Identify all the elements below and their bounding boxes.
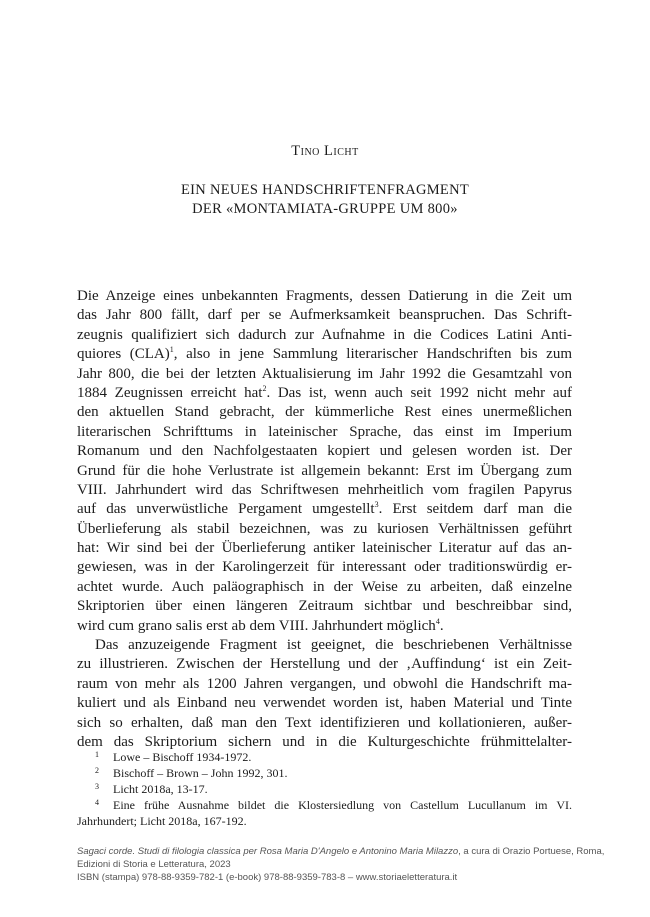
colophon — [77, 845, 605, 884]
body-line: zeugnis qualifiziert sich dadurch zur Aufnahme in die Codices Latini Anti- — [77, 326, 572, 343]
body-text — [77, 287, 572, 752]
body-line: gewiesen, was in der Karolingerzeit für interessant oder traditionswürdig er- — [77, 559, 572, 576]
body-line: VIII. Jahrhundert wird das Schriftwesen mehrheitlich vom fragilen Papyrus — [77, 481, 572, 498]
footnote-ref-2[interactable]: 2 — [262, 383, 267, 393]
colophon-line-2: Edizioni di Storia e Letteratura, 2023 — [77, 859, 231, 870]
body-line: literarischen Schrifttums in lateinischer Sprache, das einst im Imperium — [77, 423, 572, 440]
footnote-1: $^1$ Lowe – Bischoff 1934-1972. — [95, 750, 252, 764]
body-line: raum von mehr als 1200 Jahren vergangen, und obwohl die Handschrift ma- — [77, 675, 572, 692]
body-line: kuliert und als Einband neu verwendet worden ist, haben Material und Tinte — [77, 695, 572, 712]
footnote-ref-1[interactable]: 1 — [169, 345, 174, 355]
footnotes — [77, 749, 572, 829]
colophon-line-1: Sagaci corde. Studi di filologia classica per Rosa Maria D'Angelo e Antonino Maria Milazzo, a cura di Orazio Portuese, Roma, — [77, 846, 605, 857]
body-line: Jahr 800, die bei der letzten Aktualisierung im Jahr 1992 die Gesamtzahl von — [77, 365, 572, 382]
body-line: dem das Skriptorium sichern und in die Kulturgeschichte frühmittelalter- — [77, 733, 572, 750]
body-line: das Jahr 800 fällt, darf per se Aufmerksamkeit beanspruchen. Das Schrift- — [77, 307, 572, 324]
body-line: Grund für die hohe Verlustrate ist allgemein bekannt: Erst im Übergang zum — [77, 462, 572, 479]
title-line-1: EIN NEUES HANDSCHRIFTENFRAGMENT — [180, 182, 470, 198]
body-line: den aktuellen Stand gebracht, der kümmerliche Rest eines unermeßlichen — [77, 404, 572, 421]
body-line: hat: Wir sind bei der Überlieferung antiker lateinischer Literatur auf das an- — [77, 540, 572, 557]
title-line-2: DER «MONTAMIATA-GRUPPE UM 800» — [192, 201, 458, 217]
footnote-2: $^2$ Bischoff – Brown – John 1992, 301. — [95, 766, 288, 780]
footnote-ref-3[interactable]: 3 — [374, 500, 379, 510]
body-line: Skriptorien über einen längeren Zeitraum sichtbar und beschreibbar sind, — [77, 598, 572, 615]
body-line: Die Anzeige eines unbekannten Fragments, dessen Datierung in die Zeit um — [77, 288, 572, 304]
author-name: Tino Licht — [291, 143, 359, 159]
colophon-line-3: ISBN (stampa) 978-88-9359-782-1 (e-book) 978-88-9359-783-8 – www.storiaeletteratura.it — [77, 872, 458, 883]
body-line: quiores (CLA)$^1$, also in jene Sammlung literarischer Handschriften bis zum — [77, 345, 572, 363]
footnote-ref-4[interactable]: 4 — [435, 616, 440, 626]
body-line: Das anzuzeigende Fragment ist geeignet, die beschriebenen Verhältnisse — [95, 637, 572, 654]
body-line: Romanum und den Nachfolgestaaten kopiert und gelesen worden ist. Der — [77, 443, 572, 460]
article-title — [0, 181, 650, 219]
body-line: auf das unverwüstliche Pergament umgestellt$^3$. Erst seitdem darf man die — [77, 500, 572, 518]
body-line: sich so erhalten, daß man den Text identifizieren und kollationieren, außer- — [77, 714, 572, 731]
footnote-3: $^3$ Licht 2018a, 13-17. — [95, 782, 208, 796]
body-line: Überlieferung als stabil bezeichnen, was zu kuriosen Verhältnissen geführt — [77, 520, 572, 537]
body-line: 1884 Zeugnissen erreicht hat$^2$. Das ist, wenn auch seit 1992 nicht mehr auf — [77, 383, 572, 401]
body-line: wird cum grano salis erst ab dem VIII. Jahrhundert möglich$^4$. — [77, 616, 444, 634]
footnote-4: $^4$ Eine frühe Ausnahme bildet die Klostersiedlung von Castellum Lucullanum im VI. — [95, 798, 572, 812]
body-line: achtet wurde. Auch paläographisch in der Weise zu arbeiten, daß einzelne — [77, 578, 572, 595]
footnote-4-continuation: Jahrhundert; Licht 2018a, 167-192. — [77, 814, 247, 828]
body-line: zu illustrieren. Zwischen der Herstellung und der ‚Auffindung‘ ist ein Zeit- — [77, 656, 572, 673]
